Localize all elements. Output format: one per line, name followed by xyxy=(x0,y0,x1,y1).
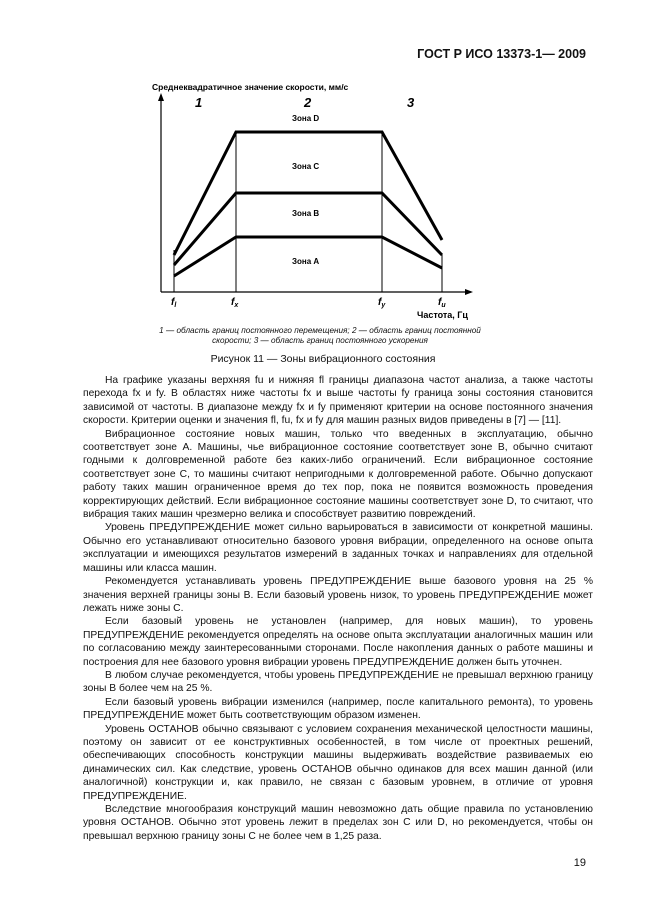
paragraph: Вибрационное состояние новых машин, только что введенных в эксплуатацию, обычно соответствует зоне A. Машины, чье вибрационное состояние соответствует зоне B, обычно считают годными к долговременной работе без каких-либо ограничений. Если вибрационное состояние соответствует зоне C, то машины считают непригодными к долговременной работе. Обычно допускают работу таких машин ограниченное время до тех пор, пока не появится возможность проведения корректирующих действий. Если вибрационное состояние машины соответствует зоне D, то считают, что вибрация таких машин чрезмерно велика и способствует развитию повреждений. xyxy=(83,428,593,521)
y-axis-arrow xyxy=(158,93,164,101)
figure-caption: Рисунок 11 — Зоны вибрационного состояния xyxy=(210,353,436,365)
body-text xyxy=(83,374,593,843)
freq-label-fu: $f_u$ xyxy=(438,297,446,309)
paragraph: Рекомендуется устанавливать уровень ПРЕДУПРЕЖДЕНИЕ выше базового уровня на 25 % значения верхней границы зоны B. Если базовый уровень низок, то уровень ПРЕДУПРЕЖДЕНИЕ может лежать ниже зоны C. xyxy=(83,576,593,614)
zone-number-1: 1 xyxy=(195,95,203,110)
y-axis-label: Среднеквадратичное значение скорости, мм/с xyxy=(152,82,349,92)
freq-label-fy: $f_y$ xyxy=(378,297,386,309)
figure-legend: 1 — область границ постоянного перемещения; 2 — область границ постоянной скорости; 3 — область границ постоянного ускорения xyxy=(159,326,481,345)
paragraph: Если базовый уровень не установлен (например, для новых машин), то уровень ПРЕДУПРЕЖДЕНИЕ рекомендуется определять на основе опыта эксплуатации аналогичных машин или по согласованию между заинтересованными сторонами. После накопления данных о работе машины и построения для нее базового уровня вибрации уровень ПРЕДУПРЕЖДЕНИЕ должен быть уточнен. xyxy=(83,616,593,668)
zone-label-c: Зона C xyxy=(292,162,320,171)
x-axis-arrow xyxy=(465,289,473,295)
boundary-bc xyxy=(174,193,442,265)
zone-label-a: Зона A xyxy=(292,257,320,266)
paragraph: Вследствие многообразия конструкций машин невозможно дать общие правила по установлению уровня ОСТАНОВ. Обычно этот уровень лежит в пределах зон C или D, но рекомендуется, чтобы он превышал верхнюю границу зоны C не более чем в 1,25 раза. xyxy=(83,804,593,842)
paragraph: На графике указаны верхняя fu и нижняя fl границы диапазона частот анализа, а также частоты перехода fx и fy. В областях ниже частоты fx и выше частоты fy граница зоны состояния становится зависимой от частоты. В диапазоне между fx и fy применяют критерии на основе постоянного значения скорости. Критерии оценки и значения fl, fu, fx и fy для машин разных видов приведены в [7] — [11]. xyxy=(83,375,593,427)
paragraph: Уровень ОСТАНОВ обычно связывают с условием сохранения механической целостности машины, поэтому он зависит от ее конструктивных особенностей, в том числе от проектных решений, обеспечивающих способность конструкции машины выдерживать воздействие развиваемых ею динамических сил. Как следствие, уровень ОСТАНОВ обычно одинаков для всех машин данной (или аналогичной) конструкции и, как правило, не связан с базовым уровнем, в отличие от уровня ПРЕДУПРЕЖДЕНИЕ. xyxy=(83,723,593,802)
paragraph: В любом случае рекомендуется, чтобы уровень ПРЕДУПРЕЖДЕНИЕ не превышал верхнюю границу зоны B более чем на 25 %. xyxy=(83,669,593,695)
zone-label-d: Зона D xyxy=(292,114,320,123)
paragraph: Уровень ПРЕДУПРЕЖДЕНИЕ может сильно варьироваться в зависимости от конкретной машины. Обычно его устанавливают относительно базового уровня вибрации, определенного на основе опыта эксплуатации и имеющихся результатов измерений в заданных точках и направлениях для отдельной машины или класса машин. xyxy=(83,522,593,574)
page-number: 19 xyxy=(573,857,586,869)
freq-label-fl: $f_l$ xyxy=(171,297,177,309)
zone-number-3: 3 xyxy=(407,95,415,110)
document-header: ГОСТ Р ИСО 13373-1— 2009 xyxy=(417,47,586,61)
x-axis-label: Частота, Гц xyxy=(417,310,468,320)
zone-label-b: Зона B xyxy=(292,209,320,218)
zone-number-2: 2 xyxy=(304,95,312,110)
paragraph: Если базовый уровень вибрации изменился (например, после капитального ремонта), то уровень ПРЕДУПРЕЖДЕНИЕ может быть соответствующим образом изменен. xyxy=(83,696,593,722)
zone-diagram xyxy=(0,0,646,350)
freq-label-fx: $f_x$ xyxy=(231,297,239,309)
